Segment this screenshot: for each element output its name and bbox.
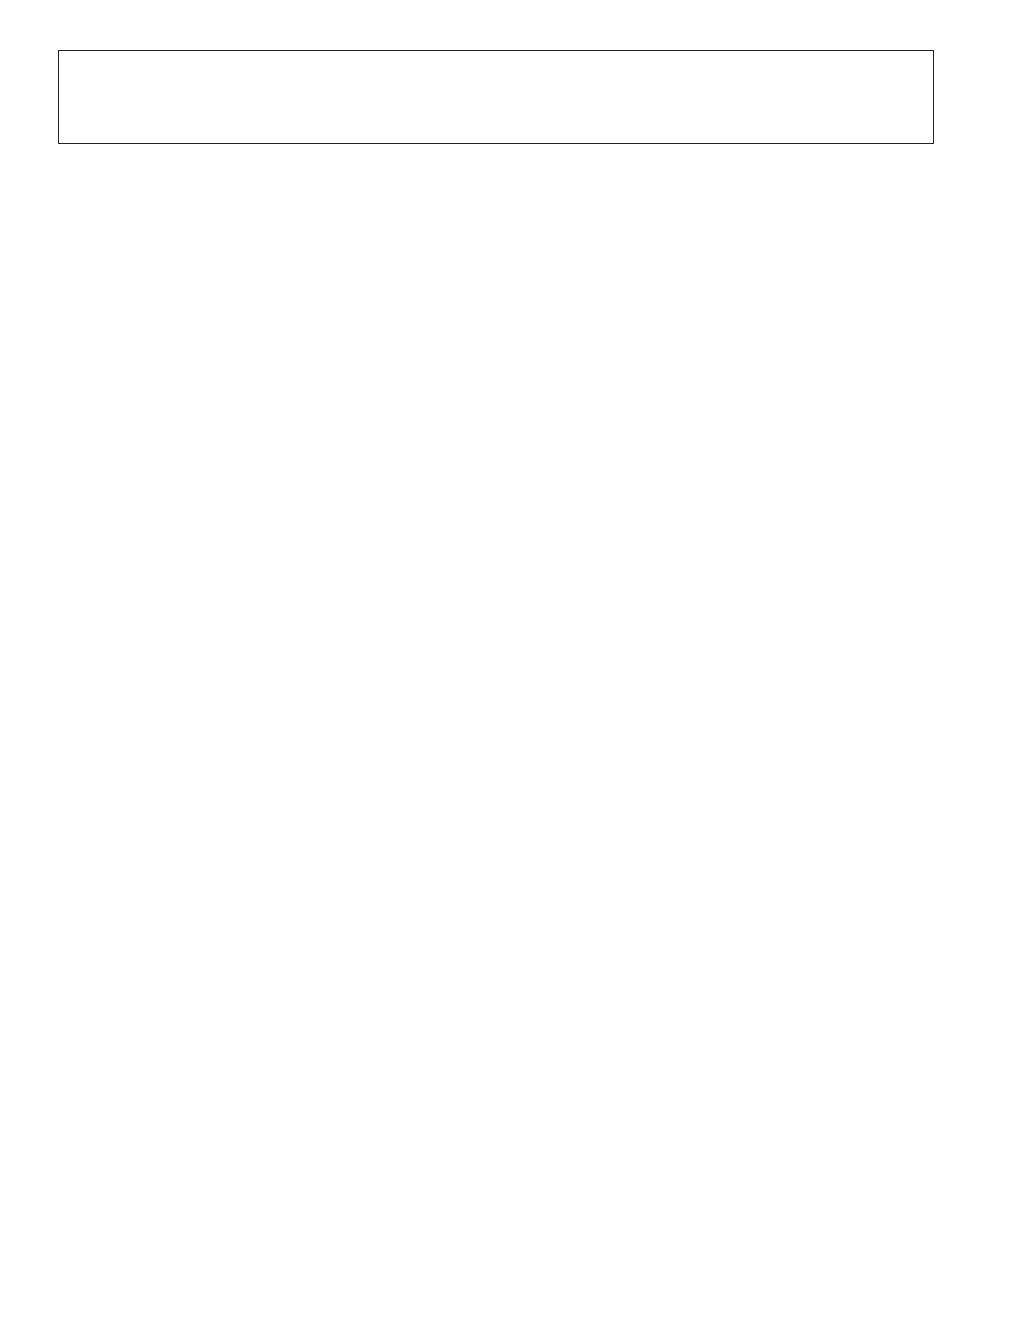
title-frame <box>58 50 934 144</box>
